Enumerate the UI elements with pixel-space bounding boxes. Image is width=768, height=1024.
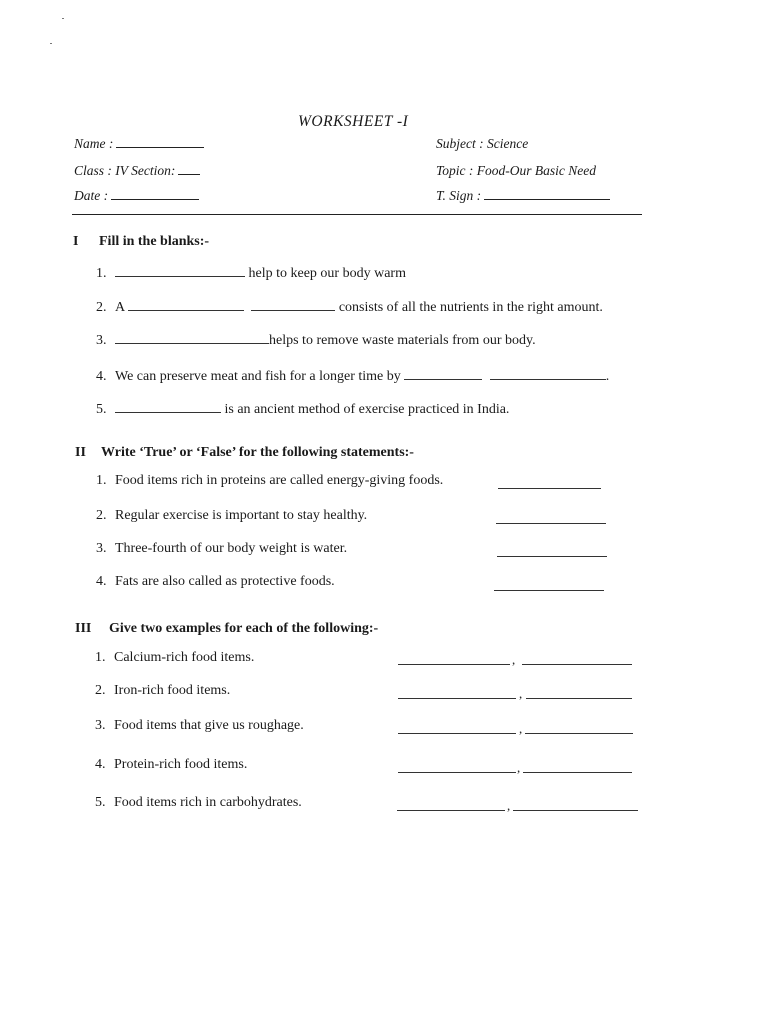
question-number: 2. [96,300,107,315]
example-separator: , [519,721,523,736]
subject-label: Subject : Science [436,136,529,151]
fill-question-5 [96,400,509,418]
question-number: 4. [96,369,107,384]
sign-label: T. Sign : [436,188,482,203]
question-text: Food items rich in carbohydrates. [114,795,302,810]
tf-question-1 [96,473,443,489]
sign-field[interactable] [436,188,610,204]
section-blank[interactable] [178,163,200,175]
topic-label: Topic : Food-Our Basic Need [436,163,596,178]
name-blank[interactable] [116,136,204,148]
question-text: Food items rich in proteins are called energy-giving foods. [115,473,444,488]
example-4-blank-b[interactable] [523,772,632,773]
question-number: 1. [95,650,106,665]
date-blank[interactable] [111,188,199,200]
date-label: Date : [74,188,109,203]
class-field[interactable] [74,163,200,179]
question-number: 2. [95,683,106,698]
tf-answer-blank-1[interactable] [498,488,601,489]
example-5-blank-b[interactable] [513,810,638,811]
fill-blank-2b[interactable] [251,298,335,311]
question-text: helps to remove waste materials from our body. [269,333,536,348]
question-number: 1. [96,473,107,488]
question-text-pre: A [115,300,125,315]
question-number: 1. [96,266,107,281]
question-number: 3. [96,541,107,556]
question-text: is an ancient method of exercise practiced in India. [224,402,510,417]
question-number: 3. [95,718,106,733]
fill-blank-4b[interactable] [490,367,606,380]
example-3-blank-a[interactable] [398,733,516,734]
question-text: Fats are also called as protective foods. [115,574,335,589]
tf-answer-blank-3[interactable] [497,556,607,557]
question-text: Calcium-rich food items. [114,650,255,665]
question-text: Protein-rich food items. [114,757,248,772]
fill-question-2 [96,298,603,316]
question-text: Regular exercise is important to stay healthy. [115,508,368,523]
section-3-heading [75,621,378,637]
section-2-heading [75,445,414,461]
header-divider [72,214,642,215]
tf-question-3 [96,541,347,557]
question-text: . [605,369,610,384]
fill-blank-4a[interactable] [404,367,482,380]
question-number: 3. [96,333,107,348]
section-1-number: I [73,234,79,249]
example-separator: , [507,798,511,813]
example-question-4 [95,757,247,773]
example-2-blank-a[interactable] [398,698,516,699]
fill-question-4 [96,367,609,385]
class-label: Class : IV Section: [74,163,176,178]
scan-speck [62,18,64,19]
example-question-3 [95,718,304,734]
example-separator: , [517,760,521,775]
fill-blank-2a[interactable] [128,298,244,311]
question-number: 4. [95,757,106,772]
question-text: consists of all the nutrients in the right amount. [338,300,603,315]
example-separator: , [519,686,523,701]
section-2-title: Write ‘True’ or ‘False’ for the following statements:- [101,445,414,460]
example-1-blank-b[interactable] [522,664,632,665]
example-3-blank-b[interactable] [525,733,633,734]
tf-answer-blank-4[interactable] [494,590,604,591]
fill-question-3 [96,331,536,349]
example-4-blank-a[interactable] [398,772,516,773]
scan-speck [50,43,52,44]
tf-question-4 [96,574,335,590]
example-5-blank-a[interactable] [397,810,505,811]
question-number: 2. [96,508,107,523]
fill-blank-5[interactable] [115,400,221,413]
fill-blank-3[interactable] [115,331,269,344]
sign-blank[interactable] [484,188,610,200]
question-number: 5. [95,795,106,810]
section-3-title: Give two examples for each of the following:- [109,621,379,636]
question-number: 5. [96,402,107,417]
example-separator: , [512,652,516,667]
question-text: Iron-rich food items. [114,683,231,698]
question-text-pre: We can preserve meat and fish for a longer time by [115,369,401,384]
question-number: 4. [96,574,107,589]
section-1-title: Fill in the blanks:- [99,234,210,249]
fill-question-1 [96,264,406,282]
section-3-number: III [75,621,92,636]
question-text: Three-fourth of our body weight is water. [115,541,348,556]
example-question-5 [95,795,302,811]
name-field[interactable] [74,136,204,152]
example-2-blank-b[interactable] [526,698,632,699]
worksheet-title: WORKSHEET -I [298,113,409,130]
date-field[interactable] [74,188,199,204]
question-text: help to keep our body warm [248,266,406,281]
fill-blank-1[interactable] [115,264,245,277]
example-1-blank-a[interactable] [398,664,510,665]
name-label: Name : [74,136,114,151]
example-question-2 [95,683,230,699]
section-1-heading [73,234,209,250]
question-text: Food items that give us roughage. [114,718,304,733]
tf-question-2 [96,508,367,524]
example-question-1 [95,650,254,666]
section-2-number: II [75,445,86,460]
tf-answer-blank-2[interactable] [496,523,606,524]
